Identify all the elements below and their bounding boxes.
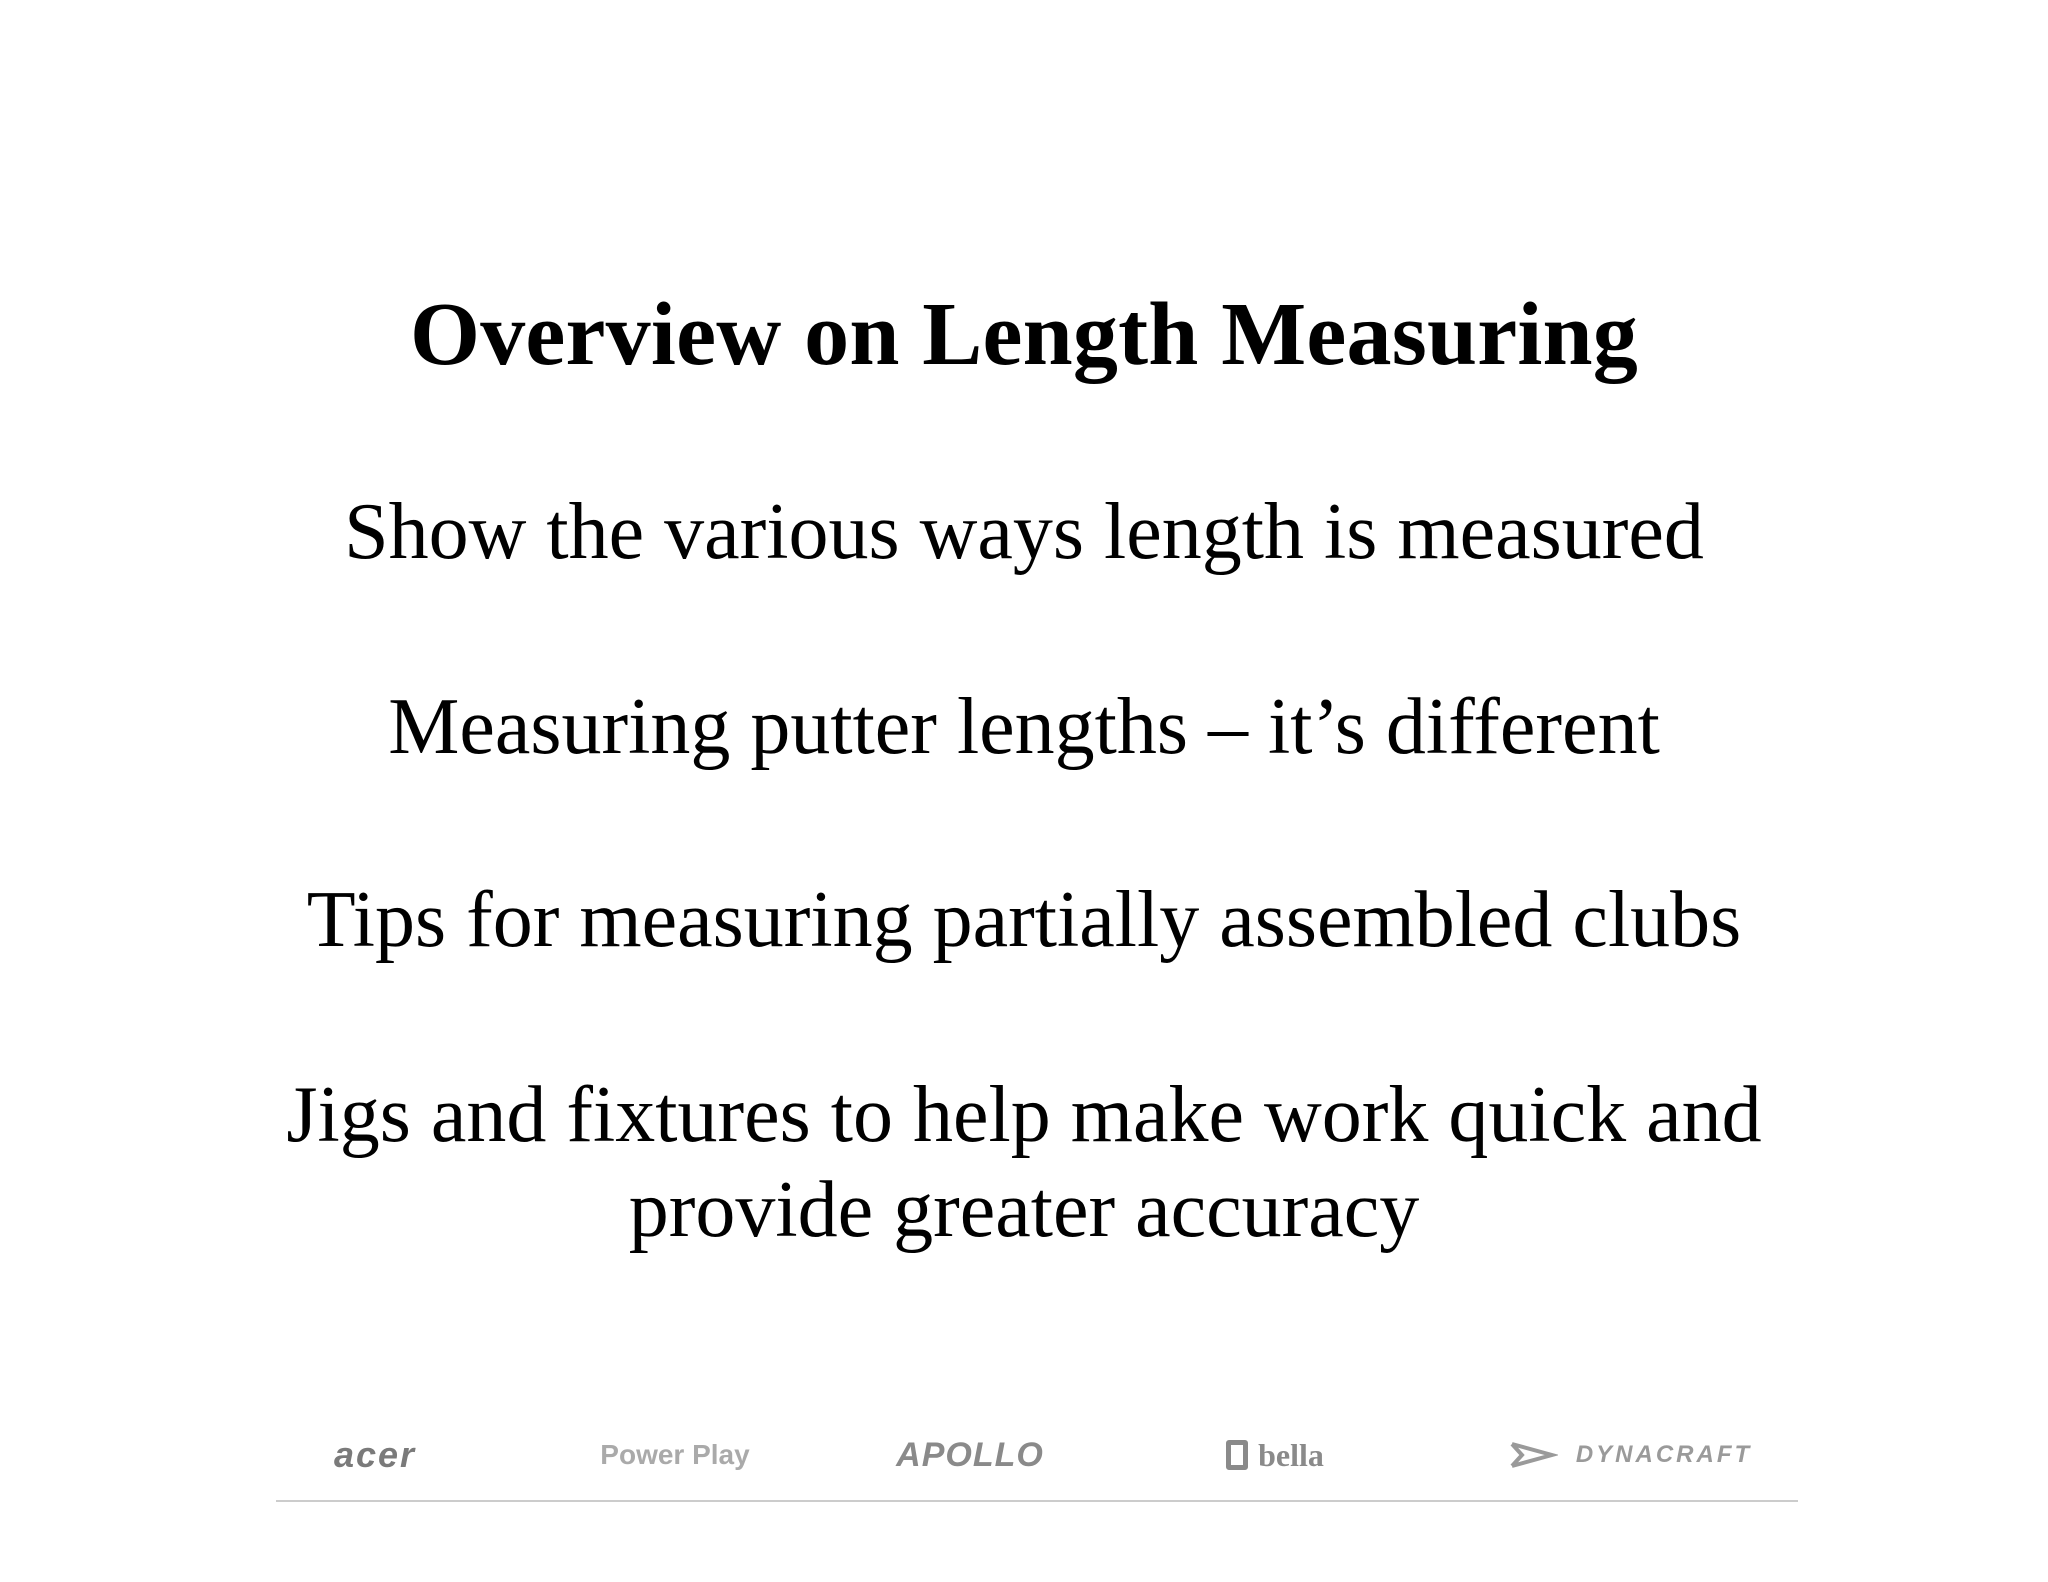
bullet-item: Measuring putter lengths – it’s different xyxy=(388,683,1660,771)
bullet-item: Show the various ways length is measured xyxy=(344,488,1704,576)
bella-logo-text: bella xyxy=(1258,1436,1324,1473)
bella-logo xyxy=(1195,1425,1355,1485)
dynacraft-logo xyxy=(1470,1425,1790,1485)
footer-divider xyxy=(276,1500,1798,1502)
powerplay-logo: Power Play xyxy=(600,1439,750,1470)
dynacraft-logo-text: DYNACRAFT xyxy=(1575,1441,1753,1468)
sponsor-logo-strip xyxy=(0,1425,2048,1495)
bella-mark-icon xyxy=(1226,1440,1248,1470)
bullet-item xyxy=(0,1068,2048,1258)
bullet-line: provide greater accuracy xyxy=(628,1166,1420,1254)
slide-title: Overview on Length Measuring xyxy=(409,285,1639,384)
bullet-item: Tips for measuring partially assembled clubs xyxy=(306,876,1742,964)
acer-logo: acer xyxy=(333,1434,417,1475)
bullet-line: Jigs and fixtures to help make work quick and xyxy=(286,1071,1762,1159)
dynacraft-arrow-icon xyxy=(1508,1440,1558,1470)
apollo-logo: APOLLO xyxy=(896,1435,1044,1474)
